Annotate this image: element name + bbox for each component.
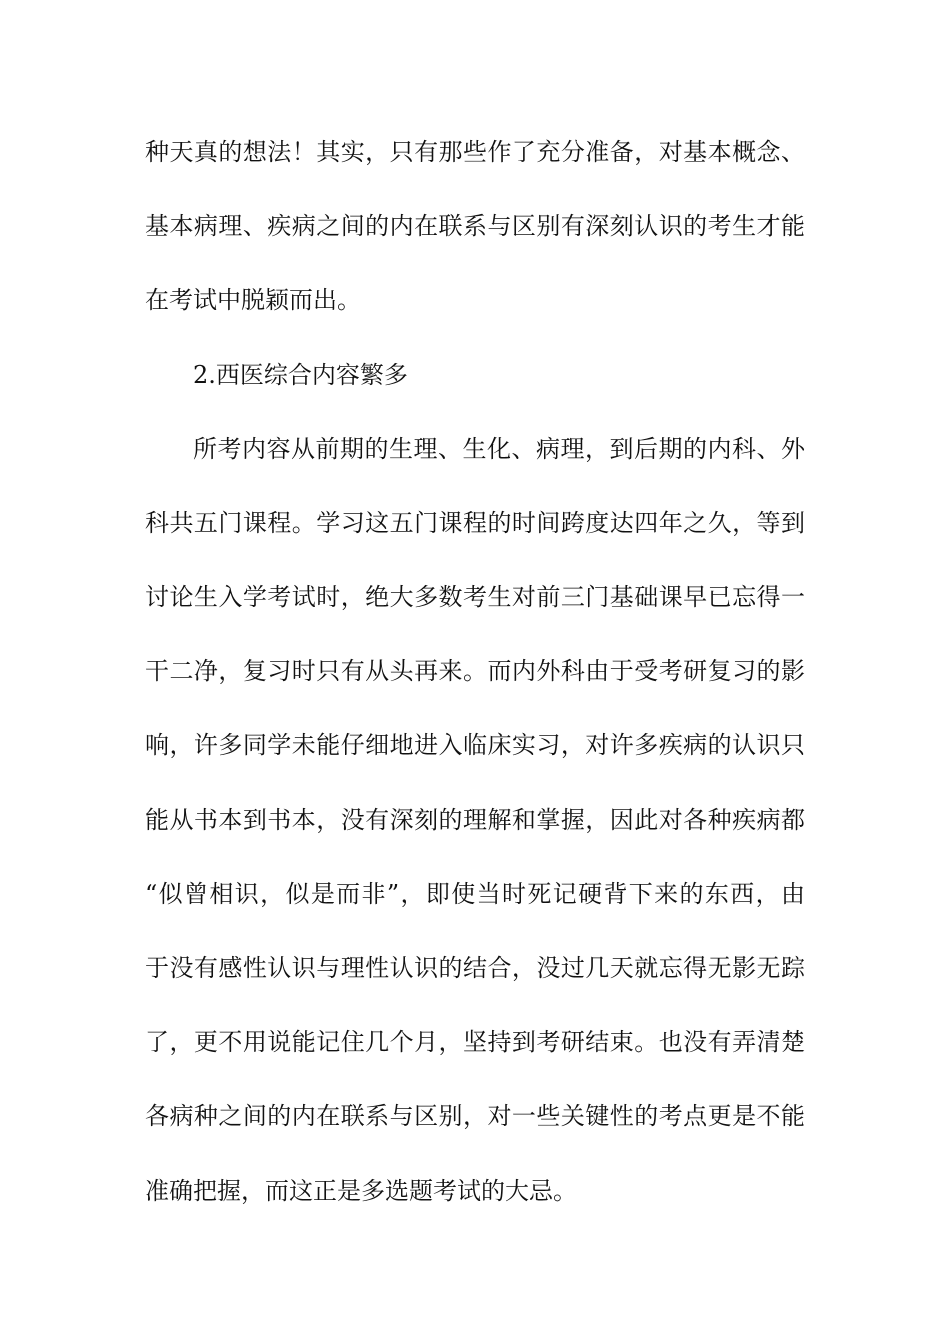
text-line: 干二净，复习时只有从头再来。而内外科由于受考研复习的影 <box>145 657 805 685</box>
text-line: 响，许多同学未能仔细地进入临床实习，对许多疾病的认识只 <box>145 731 805 759</box>
text-line: 了，更不用说能记住几个月，坚持到考研结束。也没有弄清楚 <box>145 1028 805 1056</box>
text-line: 科共五门课程。学习这五门课程的时间跨度达四年之久，等到 <box>145 509 805 537</box>
text-line: 基本病理、疾病之间的内在联系与区别有深刻认识的考生才能 <box>145 212 805 240</box>
text-line: 种天真的想法！其实，只有那些作了充分准备，对基本概念、 <box>145 138 805 166</box>
section-heading: 2.西医综合内容繁多 <box>193 361 408 389</box>
text-line: 在考试中脱颖而出。 <box>145 286 361 314</box>
text-line: 所考内容从前期的生理、生化、病理，到后期的内科、外 <box>193 435 805 463</box>
text-line: 各病种之间的内在联系与区别，对一些关键性的考点更是不能 <box>145 1102 805 1130</box>
text-line: “似曾相识，似是而非”，即使当时死记硬背下来的东西，由 <box>145 880 805 908</box>
text-line: 于没有感性认识与理性认识的结合，没过几天就忘得无影无踪 <box>145 954 805 982</box>
text-line: 准确把握，而这正是多选题考试的大忌。 <box>145 1177 577 1205</box>
text-line: 讨论生入学考试时，绝大多数考生对前三门基础课早已忘得一 <box>145 583 805 611</box>
text-line: 能从书本到书本，没有深刻的理解和掌握，因此对各种疾病都 <box>145 806 805 834</box>
